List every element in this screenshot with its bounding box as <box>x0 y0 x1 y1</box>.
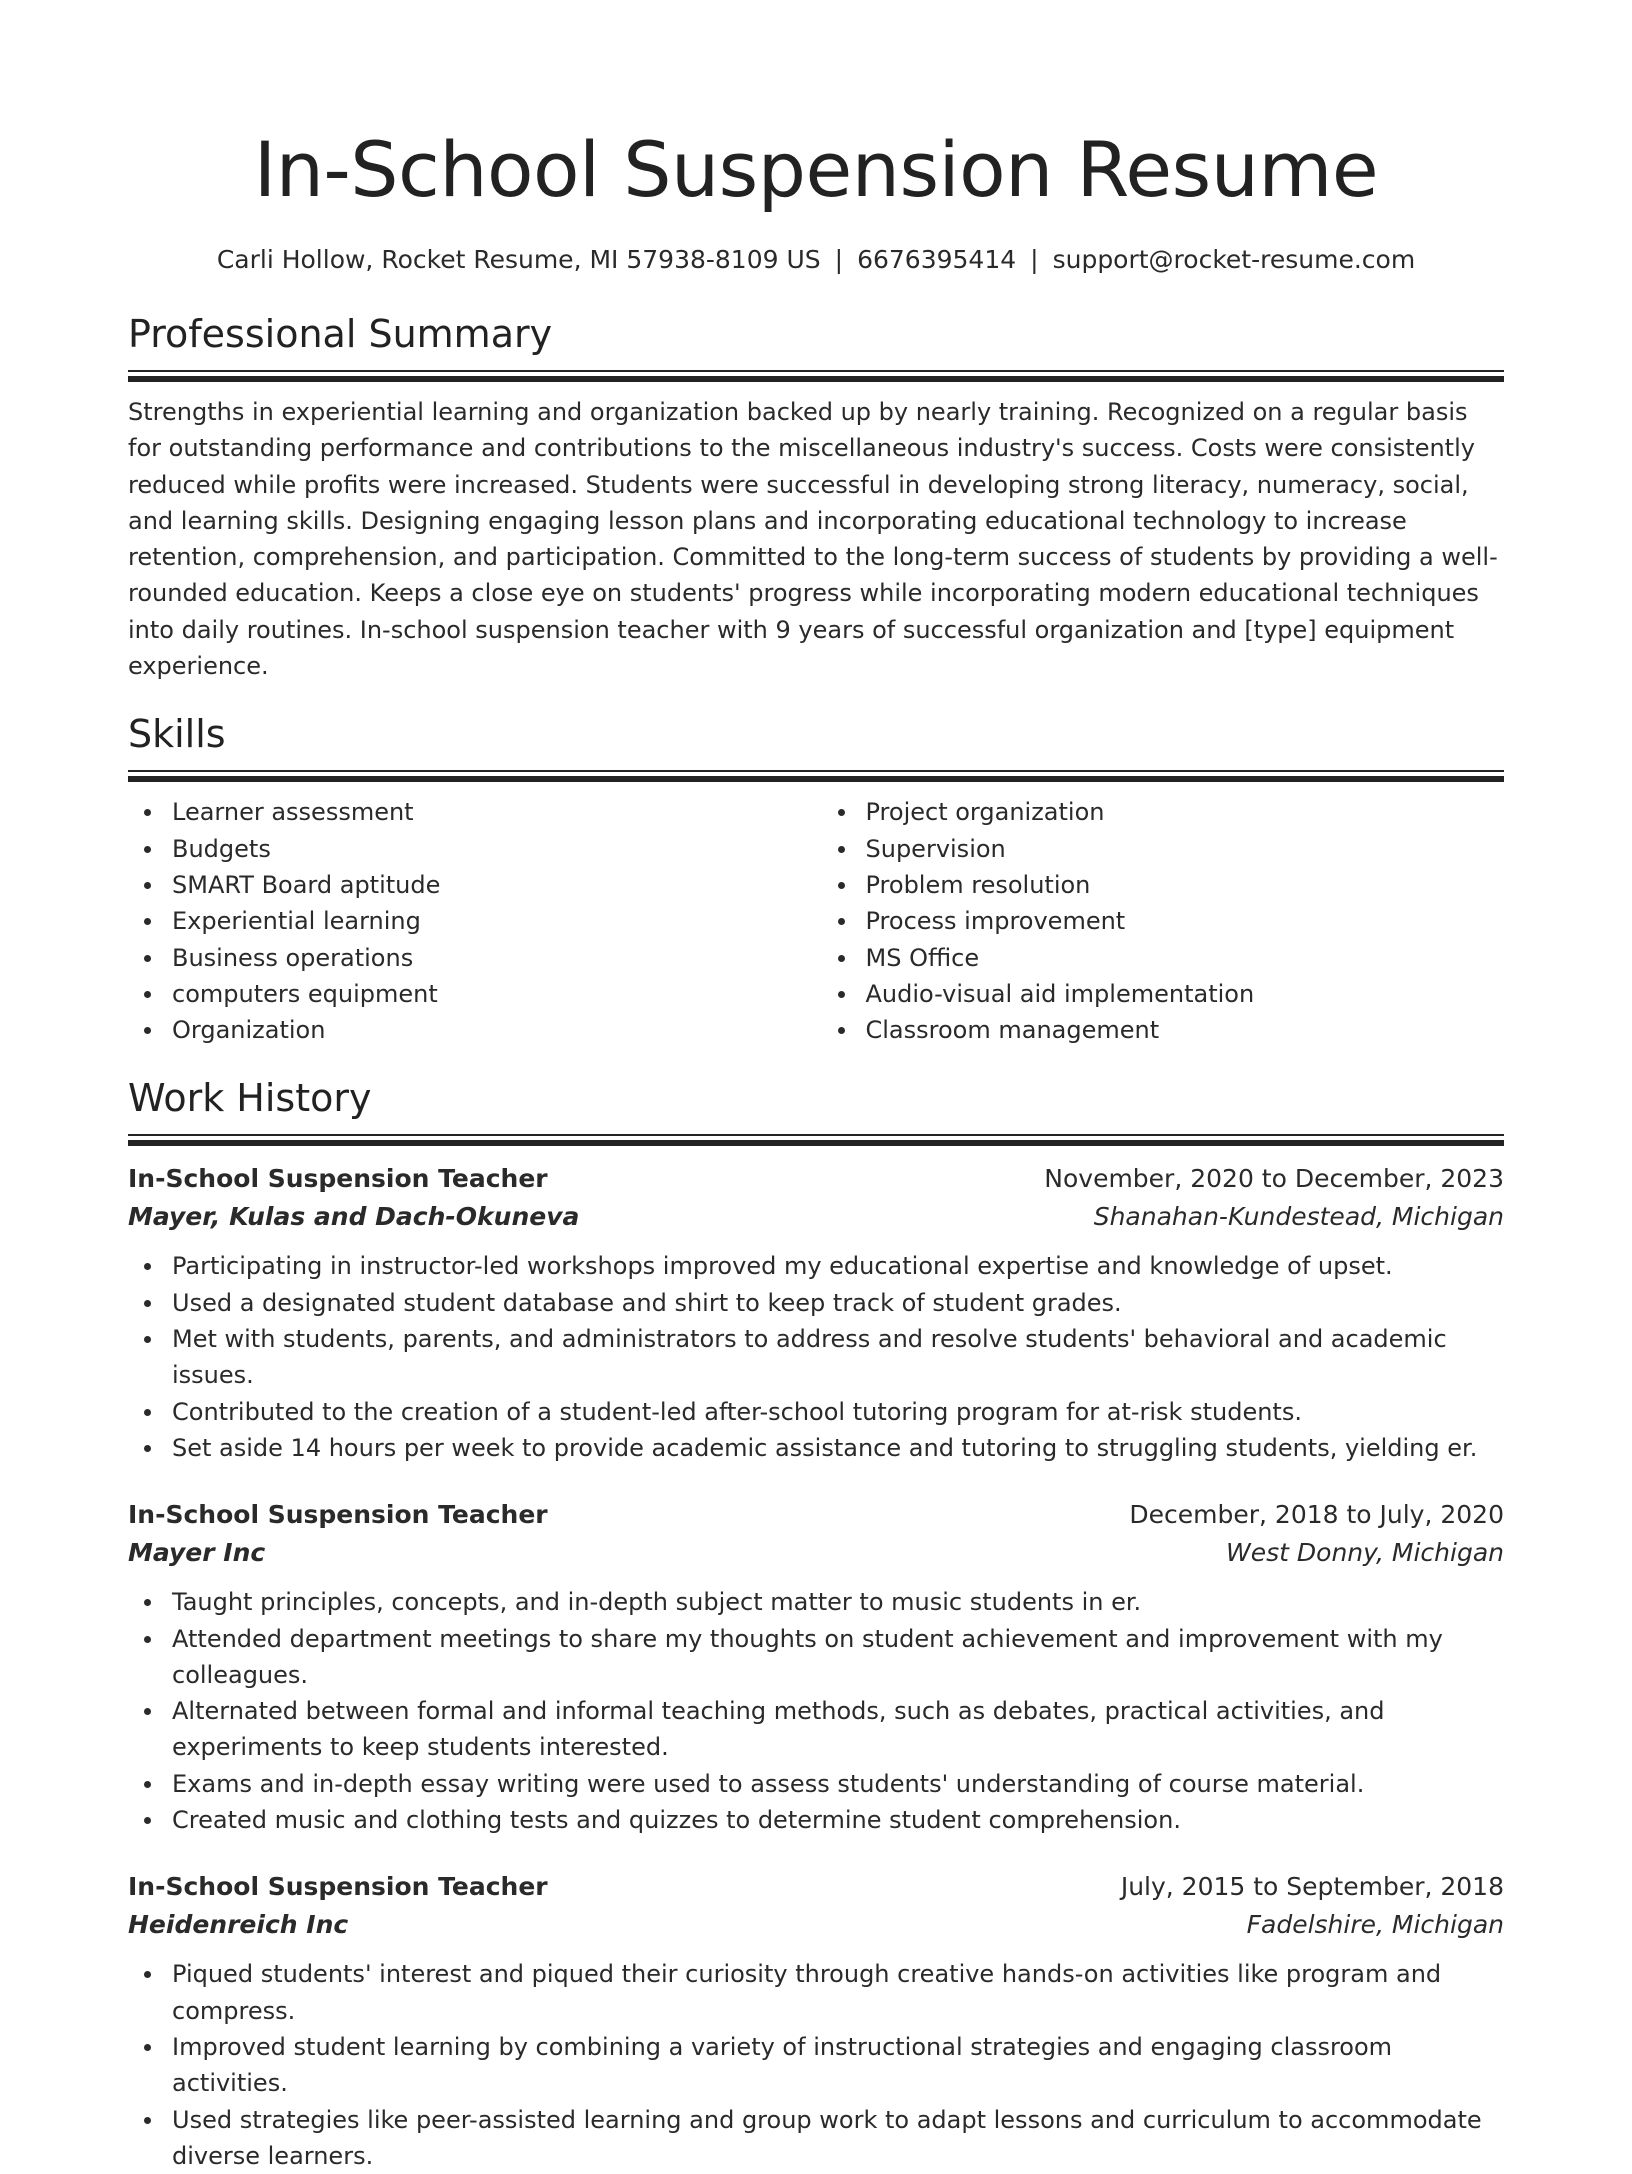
skill-item: Organization <box>128 1012 811 1048</box>
job-entry <box>128 1496 1504 1838</box>
job-location: Shanahan-Kundestead, Michigan <box>1094 1198 1504 1236</box>
job-bullets <box>128 1956 1504 2174</box>
job-bullets <box>128 1248 1504 1466</box>
job-subheader <box>128 1906 1504 1944</box>
skills-list-right <box>811 794 1505 1048</box>
section-divider <box>128 1140 1504 1146</box>
job-bullet: Taught principles, concepts, and in-depth subject matter to music students in er. <box>128 1584 1504 1620</box>
skill-item: SMART Board aptitude <box>128 867 811 903</box>
contact-address: Carli Hollow, Rocket Resume, MI 57938-8109 US <box>217 245 821 274</box>
job-bullet: Used a designated student database and shirt to keep track of student grades. <box>128 1285 1504 1321</box>
job-employer: Mayer, Kulas and Dach-Okuneva <box>128 1198 579 1236</box>
skill-item: Problem resolution <box>822 867 1505 903</box>
job-location: Fadelshire, Michigan <box>1247 1906 1504 1944</box>
job-header <box>128 1868 1504 1906</box>
skill-item: Process improvement <box>822 903 1505 939</box>
job-bullet: Participating in instructor-led workshops improved my educational expertise and knowledge of upset. <box>128 1248 1504 1284</box>
job-location: West Donny, Michigan <box>1226 1534 1504 1572</box>
job-bullet: Exams and in-depth essay writing were used to assess students' understanding of course material. <box>128 1766 1504 1802</box>
section-divider <box>128 770 1504 772</box>
work-entries <box>128 1160 1504 2174</box>
job-dates: November, 2020 to December, 2023 <box>1044 1160 1504 1198</box>
summary-section <box>128 310 1504 684</box>
job-dates: December, 2018 to July, 2020 <box>1129 1496 1504 1534</box>
skill-item: computers equipment <box>128 976 811 1012</box>
job-bullet: Piqued students' interest and piqued their curiosity through creative hands-on activities like program and compress. <box>128 1956 1504 2029</box>
job-subheader <box>128 1198 1504 1236</box>
skills-section <box>128 710 1504 1048</box>
contact-separator: | <box>821 245 857 274</box>
job-bullet: Met with students, parents, and administrators to address and resolve students' behavioral and academic issues. <box>128 1321 1504 1394</box>
job-subheader <box>128 1534 1504 1572</box>
job-entry <box>128 1160 1504 1466</box>
job-title: In-School Suspension Teacher <box>128 1868 548 1906</box>
job-bullet: Used strategies like peer-assisted learning and group work to adapt lessons and curriculum to accommodate diverse learners. <box>128 2102 1504 2174</box>
contact-separator: | <box>1016 245 1052 274</box>
job-bullet: Attended department meetings to share my thoughts on student achievement and improvement with my colleagues. <box>128 1621 1504 1694</box>
skills-heading: Skills <box>128 710 1504 758</box>
summary-heading: Professional Summary <box>128 310 1504 358</box>
job-title: In-School Suspension Teacher <box>128 1160 548 1198</box>
job-bullet: Contributed to the creation of a student-led after-school tutoring program for at-risk students. <box>128 1394 1504 1430</box>
job-entry <box>128 1868 1504 2174</box>
skill-item: Project organization <box>822 794 1505 830</box>
summary-text: Strengths in experiential learning and organization backed up by nearly training. Recognized on a regular basis for outstanding performance and contributions to the miscellaneous industry's success. Costs were consistently reduced while profits were increased. Students were successful in developing strong literacy, numeracy, social, and learning skills. Designing engaging lesson plans and incorporating educational technology to increase retention, comprehension, and participation. Committed to the long-term success of students by providing a well-rounded education. Keeps a close eye on students' progress while incorporating modern educational techniques into daily routines. In-school suspension teacher with 9 years of successful organization and [type] equipment experience. <box>128 394 1504 684</box>
contact-email: support@rocket-resume.com <box>1053 245 1416 274</box>
skill-item: Budgets <box>128 831 811 867</box>
resume-title: In-School Suspension Resume <box>128 0 1504 218</box>
job-bullet: Alternated between formal and informal teaching methods, such as debates, practical activities, and experiments to keep students interested. <box>128 1693 1504 1766</box>
skill-item: Learner assessment <box>128 794 811 830</box>
section-divider <box>128 1134 1504 1136</box>
skill-item: Audio-visual aid implementation <box>822 976 1505 1012</box>
job-bullet: Improved student learning by combining a variety of instructional strategies and engaging classroom activities. <box>128 2029 1504 2102</box>
section-divider <box>128 370 1504 372</box>
contact-phone: 6676395414 <box>857 245 1016 274</box>
skill-item: MS Office <box>822 940 1505 976</box>
job-employer: Heidenreich Inc <box>128 1906 348 1944</box>
skill-item: Business operations <box>128 940 811 976</box>
section-divider <box>128 776 1504 782</box>
job-bullet: Set aside 14 hours per week to provide academic assistance and tutoring to struggling students, yielding er. <box>128 1430 1504 1466</box>
job-dates: July, 2015 to September, 2018 <box>1121 1868 1504 1906</box>
skill-item: Experiential learning <box>128 903 811 939</box>
job-bullet: Created music and clothing tests and quizzes to determine student comprehension. <box>128 1802 1504 1838</box>
job-employer: Mayer Inc <box>128 1534 265 1572</box>
skill-item: Supervision <box>822 831 1505 867</box>
skills-list-left <box>128 794 811 1048</box>
skill-item: Classroom management <box>822 1012 1505 1048</box>
section-divider <box>128 376 1504 382</box>
job-header <box>128 1160 1504 1198</box>
work-section <box>128 1074 1504 2174</box>
work-heading: Work History <box>128 1074 1504 1122</box>
contact-line <box>128 242 1504 278</box>
job-header <box>128 1496 1504 1534</box>
job-bullets <box>128 1584 1504 1838</box>
skills-columns <box>128 794 1504 1048</box>
job-title: In-School Suspension Teacher <box>128 1496 548 1534</box>
